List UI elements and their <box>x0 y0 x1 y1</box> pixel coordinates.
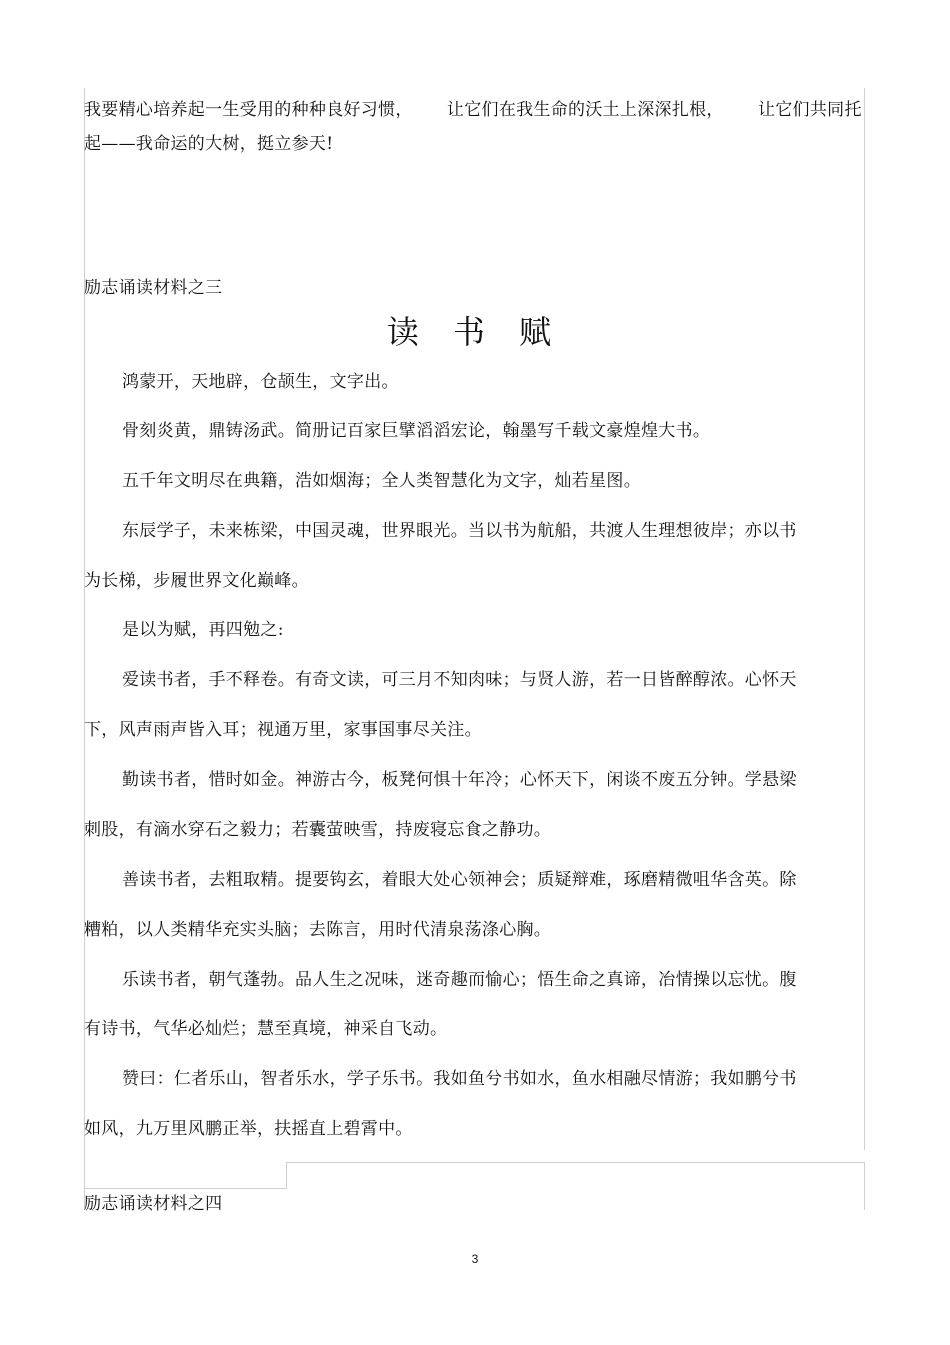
text-line: 为长梯，步履世界文化巅峰。 <box>84 571 309 591</box>
text-line: 下，风声雨声皆入耳；视通万里，家事国事尽关注。 <box>84 720 482 740</box>
text-line: 刺股，有滴水穿石之毅力；若囊萤映雪，持废寝忘食之静功。 <box>84 820 552 840</box>
text-line: 乐读书者，朝气蓬勃。品人生之况味，迷奇趣而愉心；悟生命之真谛，冶情操以忘忧。腹 <box>122 970 797 990</box>
text-line: 鸿蒙开，天地辟，仓颉生，文字出。 <box>122 372 399 392</box>
text-line: 如风，九万里风鹏正举，扶摇直上碧霄中。 <box>84 1119 413 1139</box>
bottom-box-line-left <box>84 1188 286 1189</box>
text-line: 糟粕，以人类精华充实头脑；去陈言，用时代清泉荡涤心胸。 <box>84 920 552 940</box>
page-number: 3 <box>471 1252 479 1266</box>
text-line: 爱读书者，手不释卷。有奇文读，可三月不知肉味；与贤人游，若一日皆醉醇浓。心怀天 <box>122 670 797 690</box>
bottom-box-divider <box>286 1162 287 1189</box>
bottom-box-line-right <box>286 1162 864 1163</box>
text-line: 五千年文明尽在典籍，浩如烟海；全人类智慧化为文字，灿若星图。 <box>122 471 641 491</box>
text-line: 是以为赋，再四勉之: <box>122 620 284 640</box>
intro-line-2: 起——我命运的大树，挺立参天! <box>84 134 334 154</box>
text-line: 骨刻炎黄，鼎铸汤武。简册记百家巨擘滔滔宏论，翰墨写千载文豪煌煌大书。 <box>122 421 711 441</box>
right-border-line <box>864 88 865 1150</box>
text-line: 有诗书，气华必灿烂；慧至真境，神采自飞动。 <box>84 1019 448 1039</box>
left-border-line <box>84 88 85 1210</box>
text-line: 赞曰：仁者乐山，智者乐水，学子乐书。我如鱼兮书如水，鱼水相融尽情游；我如鹏兮书 <box>122 1069 797 1089</box>
section-heading-next: 励志诵读材料之四 <box>84 1194 223 1214</box>
text-line: 善读书者，去粗取精。提要钩玄，着眼大处心领神会；质疑辩难，琢磨精微咀华含英。除 <box>122 870 797 890</box>
document-title: 读 书 赋 <box>386 313 564 351</box>
intro-line-1: 我要精心培养起一生受用的种种良好习惯， 让它们在我生命的沃土上深深扎根， 让它们共同托 <box>84 100 862 120</box>
section-heading: 励志诵读材料之三 <box>84 278 223 298</box>
text-line: 东辰学子，未来栋梁，中国灵魂，世界眼光。当以书为航船，共渡人生理想彼岸；亦以书 <box>122 521 797 541</box>
text-line: 勤读书者，惜时如金。神游古今，板凳何惧十年冷；心怀天下，闲谈不废五分钟。学悬梁 <box>122 770 797 790</box>
bottom-right-stub <box>864 1162 865 1210</box>
